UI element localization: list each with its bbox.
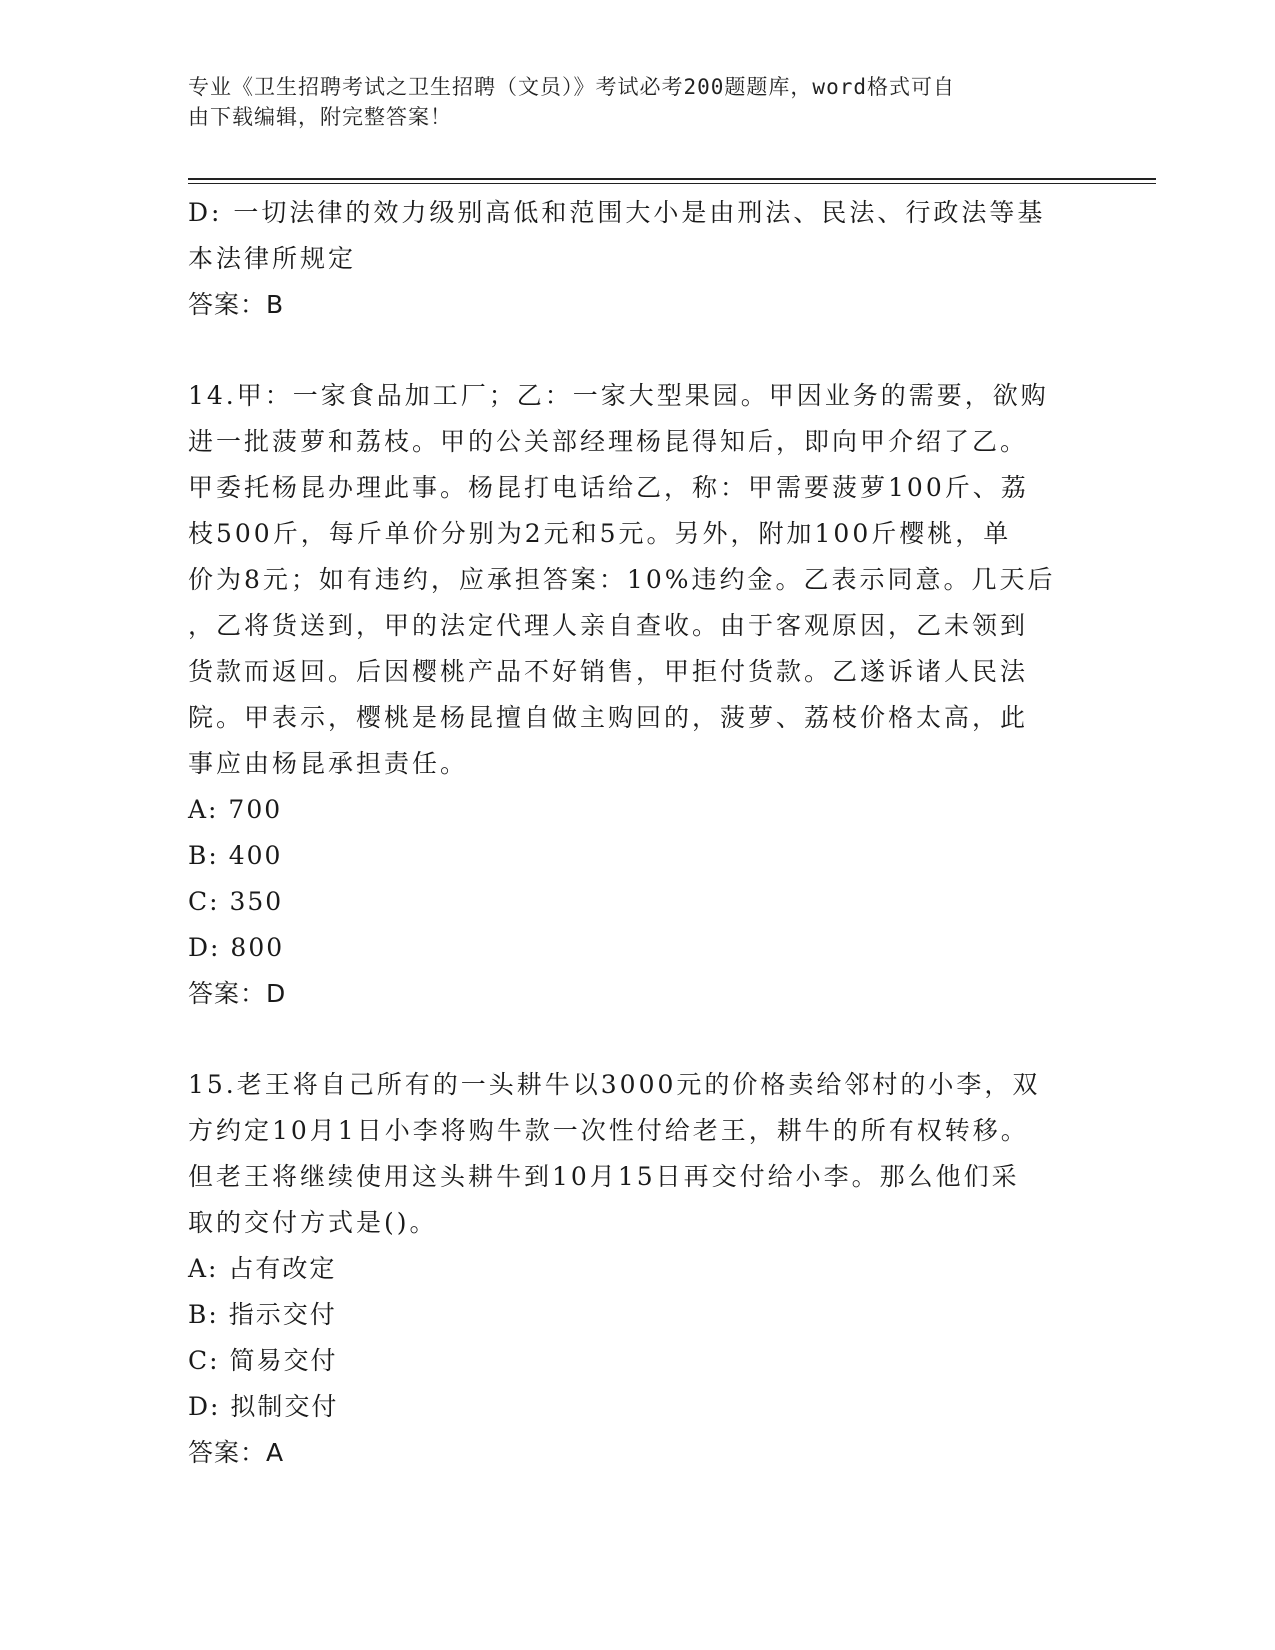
- stem-line: 甲委托杨昆办理此事。杨昆打电话给乙，称：甲需要菠萝100斤、荔: [188, 473, 1029, 502]
- previous-question-tail: [188, 190, 1088, 328]
- option-d-line-2: 本法律所规定: [188, 244, 357, 273]
- header-divider-thin: [188, 183, 1156, 184]
- stem-line: 但老王将继续使用这头耕牛到10月15日再交付给小李。那么他们采: [188, 1162, 1020, 1191]
- stem-line: 取的交付方式是()。: [188, 1208, 438, 1237]
- stem-line: 院。甲表示，樱桃是杨昆擅自做主购回的，菠萝、荔枝价格太高，此: [188, 703, 1029, 732]
- stem-line: 进一批菠萝和荔枝。甲的公关部经理杨昆得知后，即向甲介绍了乙。: [188, 427, 1029, 456]
- option-a: A: 占有改定: [188, 1254, 337, 1283]
- header-divider-thick: [188, 178, 1156, 180]
- stem-line: 15.老王将自己所有的一头耕牛以3000元的价格卖给邻村的小李，双: [188, 1070, 1041, 1099]
- question-14: [188, 373, 1088, 1017]
- answer-label: 答案：B: [188, 290, 285, 319]
- option-d: D: 800: [188, 933, 285, 962]
- option-a: A: 700: [188, 795, 283, 824]
- stem-line: 价为8元；如有违约，应承担答案：10%违约金。乙表示同意。几天后: [188, 565, 1056, 594]
- option-d-line-1: D: 一切法律的效力级别高低和范围大小是由刑法、民法、行政法等基: [188, 198, 1046, 227]
- question-stem: [188, 373, 1088, 787]
- answer-label: 答案：A: [188, 1438, 285, 1467]
- stem-line: 14.甲：一家食品加工厂；乙：一家大型果园。甲因业务的需要，欲购: [188, 381, 1049, 410]
- question-stem: [188, 1062, 1088, 1246]
- stem-line: 方约定10月1日小李将购牛款一次性付给老王，耕牛的所有权转移。: [188, 1116, 1029, 1145]
- document-body: [188, 190, 1088, 1476]
- option-b: B: 400: [188, 841, 283, 870]
- option-c: C: 350: [188, 887, 284, 916]
- option-c: C: 简易交付: [188, 1346, 338, 1375]
- header-line-1: 专业《卫生招聘考试之卫生招聘（文员）》考试必考200题题库，word格式可自: [188, 75, 955, 99]
- question-15: [188, 1062, 1088, 1476]
- spacer: [188, 1017, 1088, 1062]
- stem-line: 事应由杨昆承担责任。: [188, 749, 469, 778]
- answer-label: 答案：D: [188, 979, 287, 1008]
- spacer: [188, 328, 1088, 373]
- option-d-text: [188, 190, 1088, 282]
- stem-line: 枝500斤，每斤单价分别为2元和5元。另外，附加100斤樱桃，单: [188, 519, 1012, 548]
- document-header: [188, 72, 1068, 132]
- header-line-2: 由下载编辑，附完整答案！: [188, 105, 452, 129]
- option-d: D: 拟制交付: [188, 1392, 339, 1421]
- stem-line: ，乙将货送到，甲的法定代理人亲自查收。由于客观原因，乙未领到: [188, 611, 1029, 640]
- option-b: B: 指示交付: [188, 1300, 337, 1329]
- stem-line: 货款而返回。后因樱桃产品不好销售，甲拒付货款。乙遂诉诸人民法: [188, 657, 1029, 686]
